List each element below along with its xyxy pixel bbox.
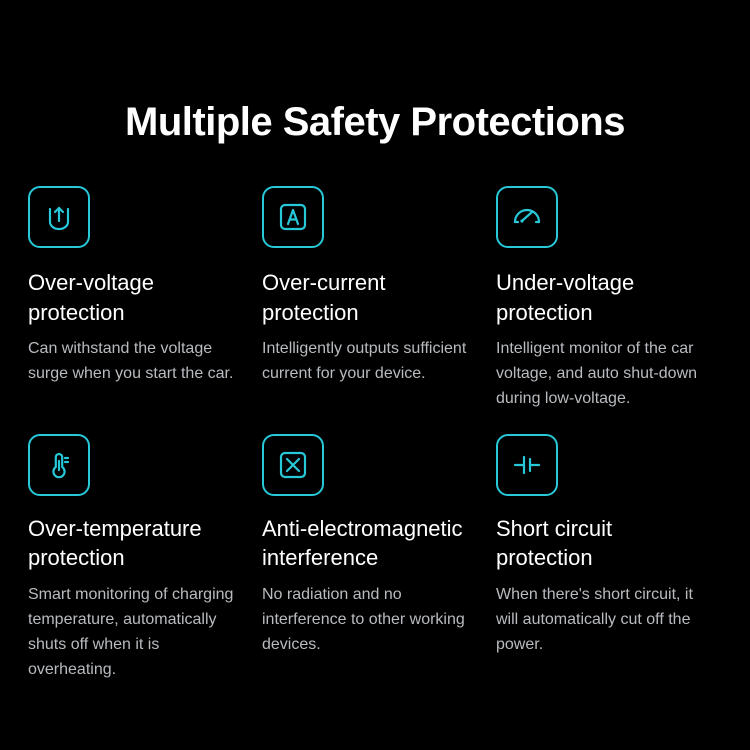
feature-description: Intelligent monitor of the car voltage, and auto shut-down during low-voltage. [496,340,698,407]
feature-card-over-current [262,186,490,412]
features-grid [0,186,750,682]
feature-title: Anti-electromagnetic interference [262,515,463,571]
feature-card-under-voltage [496,186,724,412]
over-current-icon [262,186,324,248]
feature-description: Can withstand the voltage surge when you start the car. [28,340,234,383]
feature-title: Over-voltage protection [28,270,154,325]
over-temperature-thermometer-icon [28,434,90,496]
feature-card-anti-electromagnetic [262,434,490,683]
under-voltage-gauge-icon [496,186,558,248]
feature-card-over-temperature [28,434,256,683]
feature-title: Over-current protection [262,270,386,325]
feature-card-short-circuit [496,434,724,683]
page-title: Multiple Safety Protections [125,100,625,144]
anti-electromagnetic-cross-icon [262,434,324,496]
feature-card-over-voltage [28,186,256,412]
feature-description: When there's short circuit, it will automatically cut off the power. [496,586,693,653]
feature-title: Short circuit protection [496,515,613,571]
over-voltage-icon [28,186,90,248]
feature-title: Over-temperature protection [28,515,202,571]
short-circuit-icon [496,434,558,496]
feature-description: Intelligently outputs sufficient current for your device. [262,340,467,383]
feature-description: Smart monitoring of charging temperature, automatically shuts off when it is overheating. [28,586,234,678]
feature-description: No radiation and no interference to other working devices. [262,586,465,653]
feature-title: Under-voltage protection [496,270,635,325]
